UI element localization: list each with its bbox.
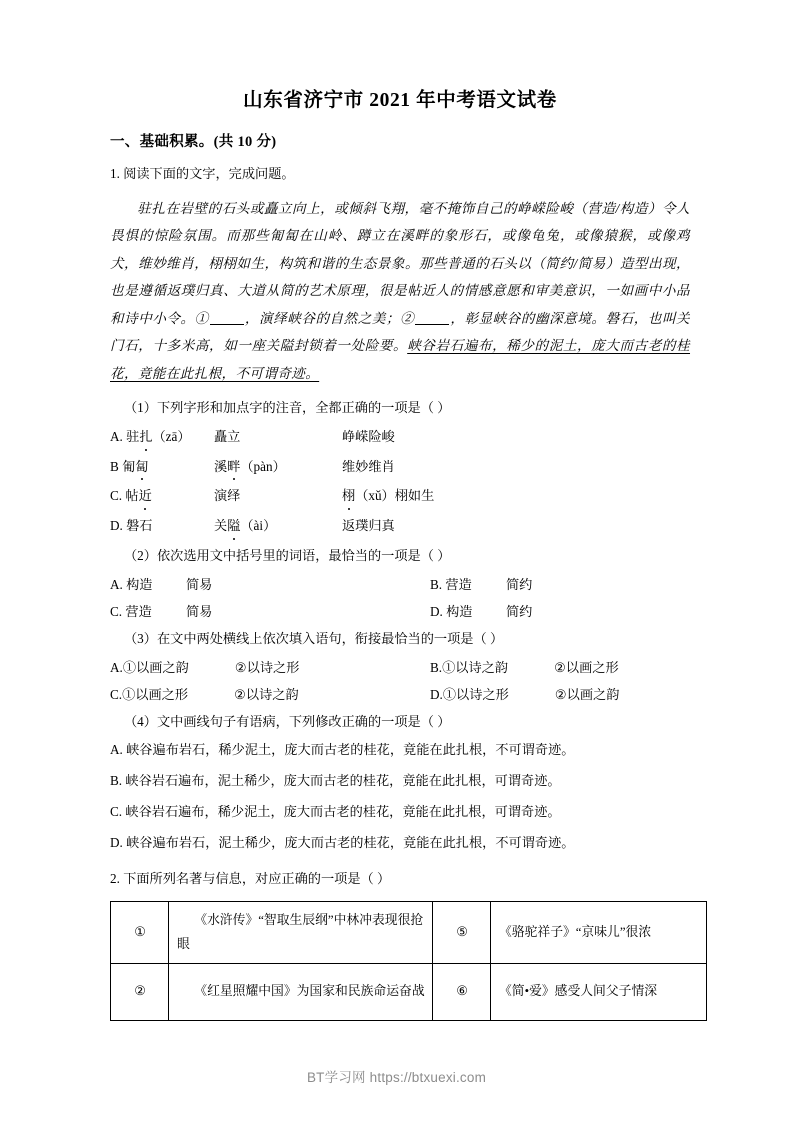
option-label: D. 构造 — [430, 603, 473, 619]
page-content — [110, 88, 690, 1021]
dotted-char: 近 — [139, 486, 152, 506]
sub-q1-option-b[interactable] — [110, 457, 690, 477]
option-label: D. — [110, 518, 123, 534]
passage-part-2: ，演绎峡谷的自然之美； — [244, 310, 400, 326]
sub-q1-option-c-col1 — [110, 486, 214, 506]
sub-q1-option-a-col1 — [110, 427, 214, 447]
option-label: D. — [110, 834, 123, 850]
option-label: A. 构造 — [110, 576, 153, 592]
passage-blank-1 — [210, 324, 244, 325]
option-text: 帖 — [125, 488, 139, 504]
option-text: 峡谷遍布岩石，稀少泥土，庞大而古老的桂花，竟能在此扎根，不可谓奇迹。 — [126, 742, 575, 758]
passage-blank-2 — [415, 324, 449, 325]
dotted-char: 扎 — [139, 427, 152, 447]
option-text: 溪 — [214, 458, 228, 474]
option-text: 峡谷遍布岩石，泥土稀少，庞大而古老的桂花，竟能在此扎根，不可谓奇迹。 — [126, 834, 575, 850]
sub-q3-option-d[interactable] — [430, 685, 619, 705]
sub-q3-option-b[interactable] — [430, 658, 619, 678]
question-1-stem: 1. 阅读下面的文字，完成问题。 — [110, 166, 295, 182]
sub-q2-option-c[interactable] — [110, 602, 212, 622]
reading-passage — [110, 195, 690, 387]
passage-blank-2-marker: ② — [399, 310, 415, 326]
sub-q2-option-a[interactable] — [110, 575, 212, 595]
option-first: ①以诗之形 — [442, 686, 509, 702]
option-text: 磐石 — [126, 518, 153, 534]
question-2-stem: 2. 下面所列名著与信息，对应正确的一项是（ ） — [110, 870, 391, 886]
table-cell-text-5: 《骆驼祥子》“京味儿”很浓 — [491, 901, 707, 963]
section-heading: 一、基础积累。(共 10 分) — [110, 134, 277, 151]
option-second: ②以诗之形 — [234, 659, 300, 675]
option-text: 驻 — [126, 428, 140, 444]
option-text: 峡谷岩石遍布，泥土稀少，庞大而古老的桂花，竟能在此扎根，可谓奇迹。 — [125, 773, 561, 789]
option-label: D. — [430, 686, 443, 702]
sub-q2-option-b[interactable] — [430, 575, 532, 595]
sub-q1-option-b-col3: 维妙维肖 — [342, 458, 395, 474]
table-cell-text-1 — [169, 901, 433, 963]
passage-underlined-sentence: 峡谷岩石遍布，稀少的泥土，庞大而古老的桂花，竟能在此扎根，不可谓奇迹。 — [110, 338, 691, 381]
option-second: ②以画之形 — [554, 659, 619, 675]
option-pinyin: （ài） — [240, 518, 277, 534]
sub-q1-option-d-col1 — [110, 516, 214, 536]
sub-q1-option-a-col2: 矗立 — [214, 428, 241, 444]
table-cell-index-2: ② — [111, 964, 169, 1021]
sub-q1-option-a-col3: 峥嵘险峻 — [342, 428, 395, 444]
sub-q4-option-b[interactable] — [110, 771, 690, 791]
table-cell-index-1: ① — [111, 901, 169, 963]
sub-q1-option-a[interactable] — [110, 427, 690, 447]
table-row — [111, 964, 707, 1021]
sub-q1-option-c-col2: 演绎 — [214, 488, 241, 504]
option-label: B — [110, 458, 119, 474]
option-value: 简约 — [506, 603, 533, 619]
passage-blank-1-marker: ① — [194, 310, 209, 326]
option-label: C. — [110, 803, 123, 819]
option-value: 简易 — [186, 576, 213, 592]
sub-q3-options-row-2 — [110, 685, 690, 702]
dotted-char: 栩 — [342, 486, 355, 506]
sub-q2-option-d[interactable] — [430, 602, 532, 622]
page-title: 山东省济宁市 2021 年中考语文试卷 — [243, 90, 557, 111]
book-info-table — [110, 901, 707, 1021]
dotted-char: 畔 — [227, 457, 240, 477]
sub-question-3-prompt: （3）在文中两处横线上依次填入语句，衔接最恰当的一项是（ ） — [124, 630, 504, 646]
sub-question-4-prompt: （4）文中画线句子有语病，下列修改正确的一项是（ ） — [124, 713, 451, 729]
sub-q2-options-row-2 — [110, 602, 690, 619]
option-second: ②以画之韵 — [554, 686, 620, 702]
option-value: 简易 — [186, 603, 213, 619]
table-cell-index-5: ⑤ — [433, 901, 491, 963]
sub-q1-option-d-col3: 返璞归真 — [342, 518, 395, 534]
cell-content: 《红星照耀中国》为国家和民族命运奋战 — [194, 984, 425, 999]
option-first: ①以诗之韵 — [442, 659, 509, 675]
table-row — [111, 901, 707, 963]
option-label: B. — [430, 659, 443, 675]
sub-q1-option-c-col3 — [342, 486, 434, 506]
table-cell-index-6: ⑥ — [433, 964, 491, 1021]
passage-part-3: ，彰显峡谷的幽深意境。磐石，也叫关门石，十多米高，如一座关隘封锁着一处险要。 — [110, 310, 690, 354]
sub-q1-option-d-col2 — [214, 516, 342, 536]
option-text: 峡谷岩石遍布，稀少泥土，庞大而古老的桂花，竟能在此扎根，可谓奇迹。 — [125, 803, 561, 819]
sub-q3-option-c[interactable] — [110, 685, 299, 705]
option-label: C. — [110, 488, 123, 504]
option-first: ①以画之形 — [122, 686, 189, 702]
dotted-char: 匐 — [135, 457, 148, 477]
option-label: A. — [110, 742, 123, 758]
option-pinyin: （zā） — [152, 428, 191, 444]
option-label: B. 营造 — [430, 576, 472, 592]
sub-q3-option-a[interactable] — [110, 658, 299, 678]
option-pinyin: （pàn） — [240, 458, 286, 474]
table-cell-text-6: 《简•爱》感受人间父子情深 — [491, 964, 707, 1021]
sub-q4-option-d[interactable] — [110, 833, 690, 853]
dotted-char: 隘 — [227, 516, 240, 536]
sub-q3-options-row-1 — [110, 658, 690, 675]
table-cell-text-2 — [169, 964, 433, 1021]
sub-q2-options-row-1 — [110, 575, 690, 592]
sub-question-1-prompt: （1）下列字形和加点字的注音，全都正确的一项是（ ） — [124, 399, 451, 415]
option-text: （xǔ）栩如生 — [355, 488, 435, 504]
sub-q1-option-b-col2 — [214, 457, 342, 477]
option-first: ①以画之韵 — [122, 659, 189, 675]
option-label: C. — [110, 686, 123, 702]
sub-q1-option-d[interactable] — [110, 516, 690, 536]
option-value: 简约 — [506, 576, 533, 592]
option-label: A. — [110, 659, 123, 675]
option-text: 匍 — [122, 458, 136, 474]
option-label: C. 营造 — [110, 603, 152, 619]
sub-q1-option-c[interactable] — [110, 486, 690, 506]
option-second: ②以诗之韵 — [234, 686, 299, 702]
passage-part-1: 驻扎在岩壁的石头或矗立向上，或倾斜飞翔，毫不掩饰自己的峥嵘险峻（营造/构造）令人畏惧的惊险氛围。而那些匍匐在山岭、蹲立在溪畔的象形石，或像龟兔，或像猿猴，或像鸡犬，维妙维肖，栩栩如生，构筑和谐的生态景象。那些普通的石头以（简约/简易）造型出现，也是遵循返璞归真、大道从简的艺术原理，很是帖近人的情感意愿和审美意识，一如画中小品和诗中小令。 — [110, 200, 690, 326]
option-label: B. — [110, 773, 123, 789]
option-text: 关 — [214, 518, 228, 534]
cell-content: 《水浒传》“智取生辰纲”中林冲表现很抢眼 — [177, 912, 424, 951]
sub-q4-option-c[interactable] — [110, 802, 690, 822]
footer-watermark: BT学习网 https://btxuexi.com — [306, 1070, 487, 1085]
sub-q4-option-a[interactable] — [110, 740, 690, 760]
sub-question-2-prompt: （2）依次选用文中括号里的词语，最恰当的一项是（ ） — [124, 547, 451, 563]
sub-q1-option-b-col1 — [110, 457, 214, 477]
option-label: A. — [110, 428, 123, 444]
